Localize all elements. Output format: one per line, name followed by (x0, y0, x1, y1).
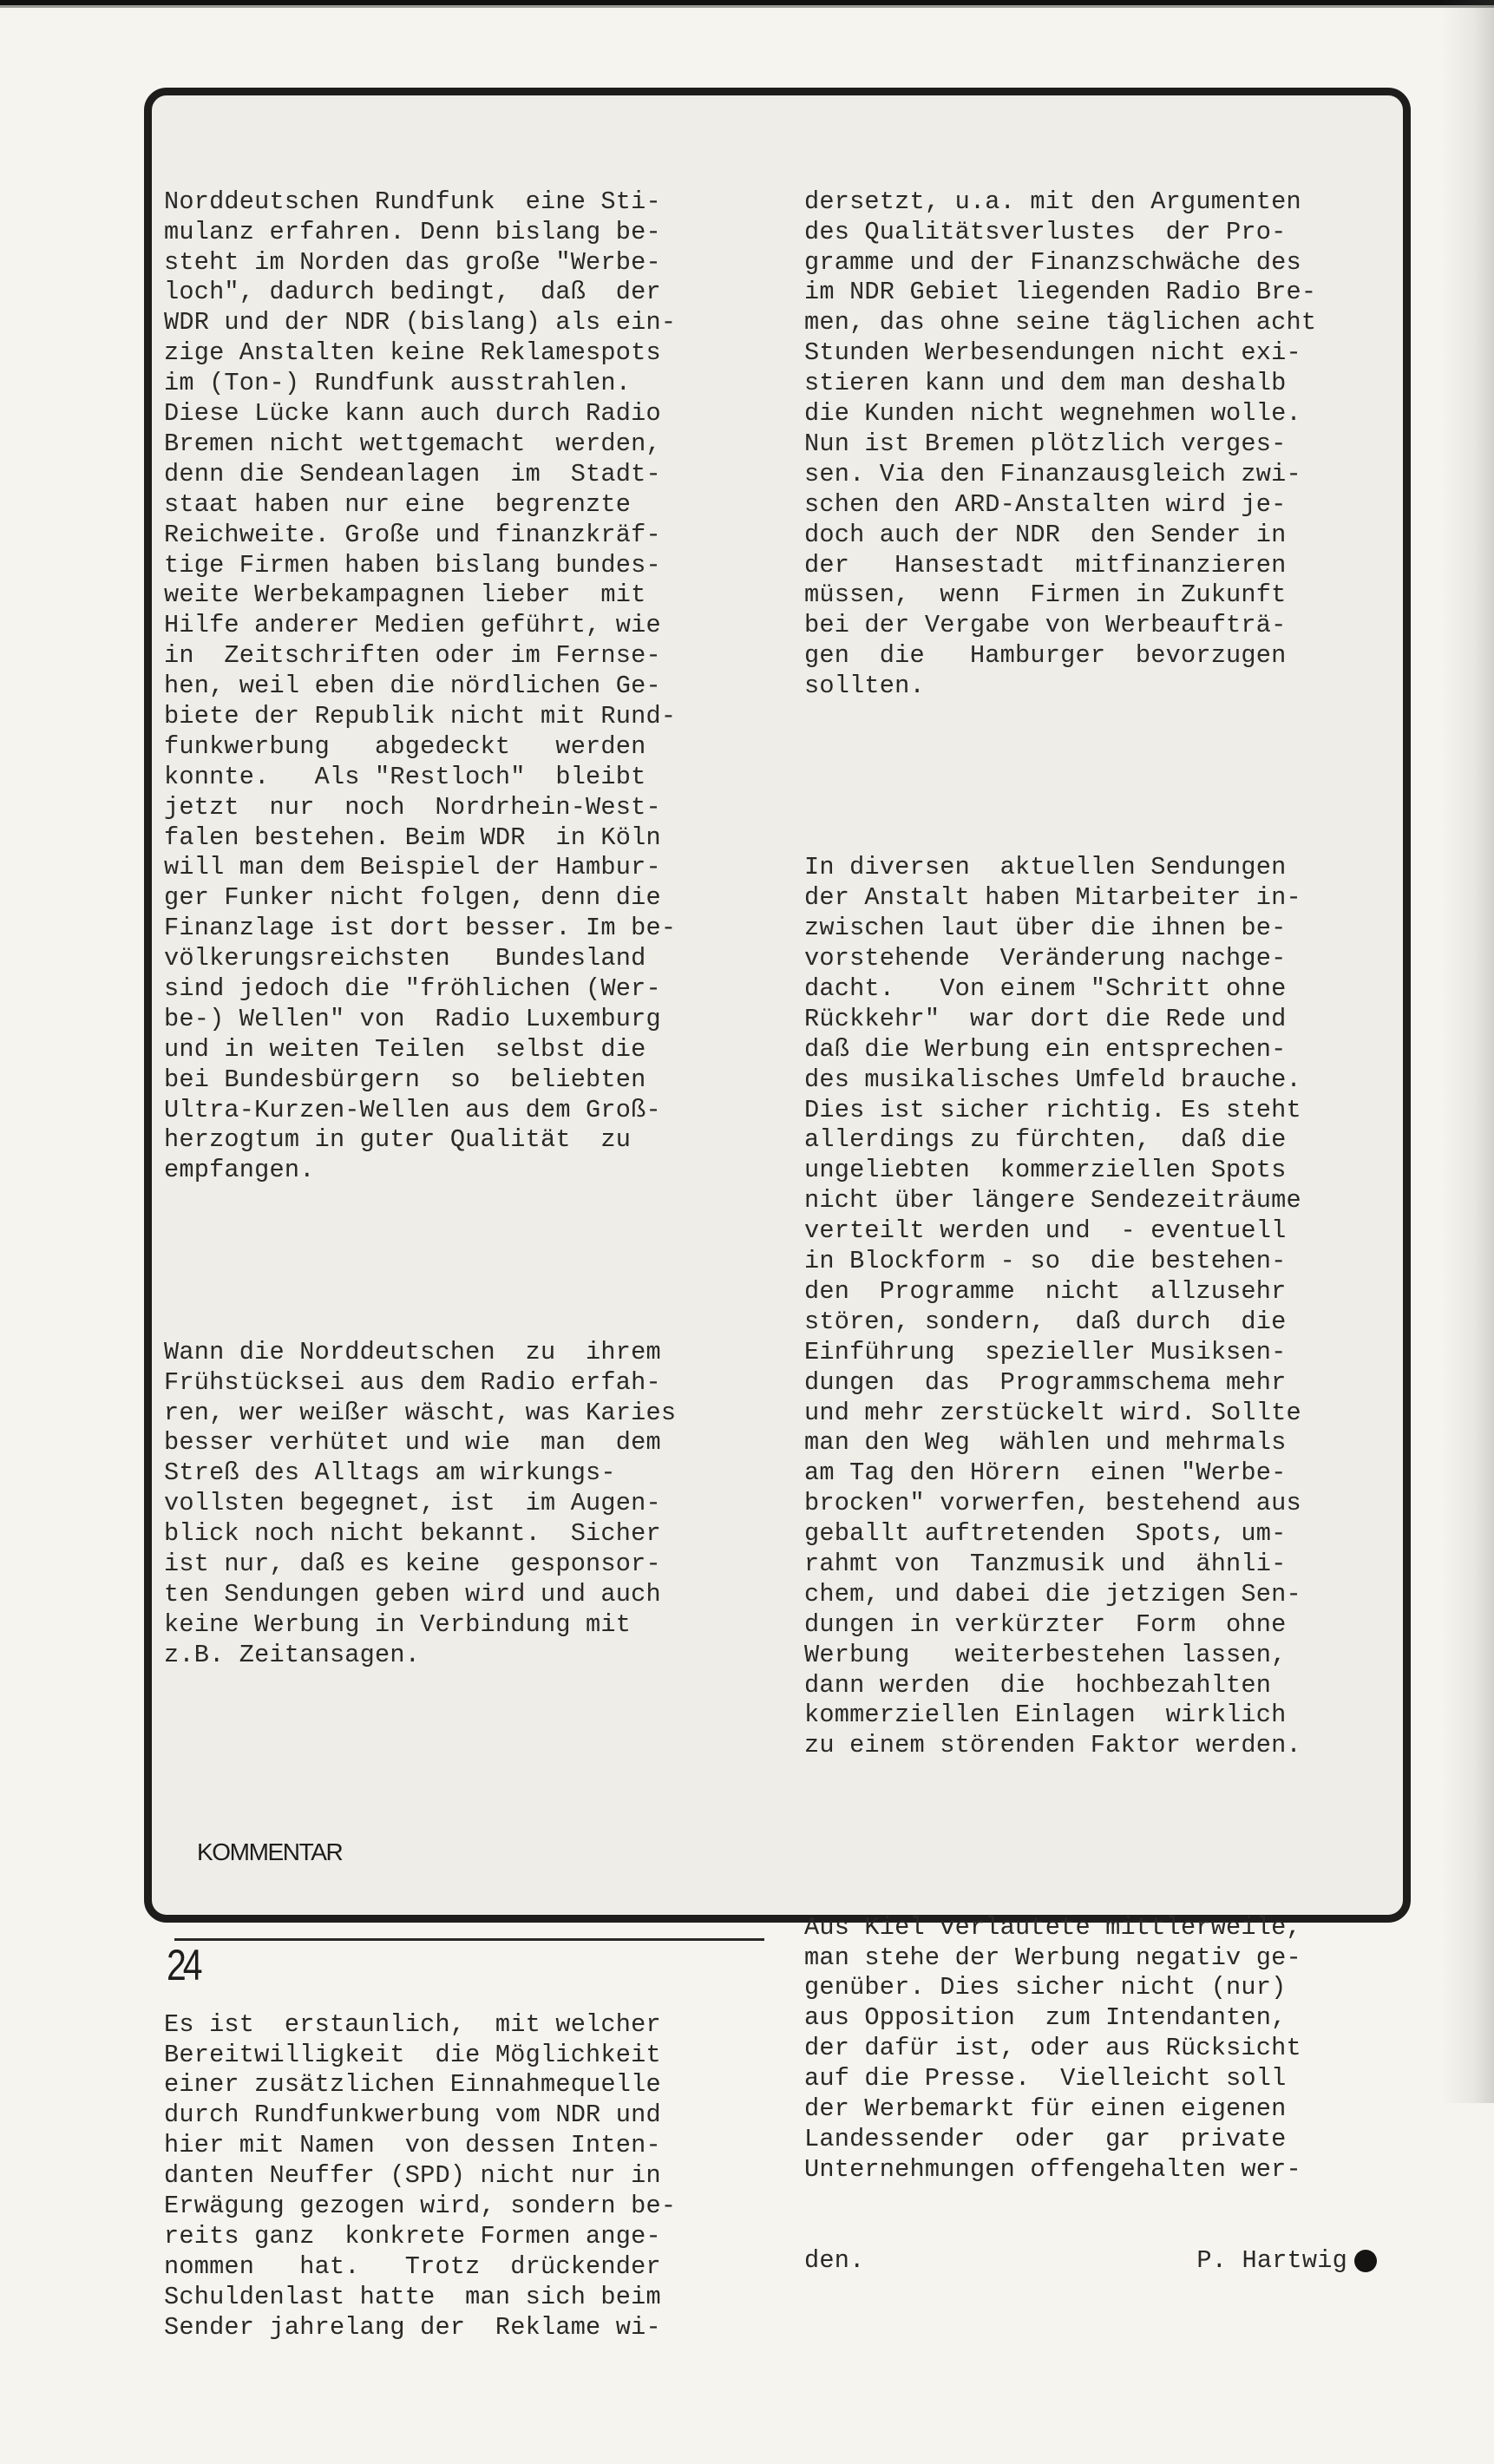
scan-edge-top (0, 0, 1494, 8)
text-line: Schuldenlast hatte man sich beim (164, 2282, 661, 2311)
text-line: Frühstücksei aus dem Radio erfah- (164, 1367, 661, 1397)
closing-text: den. (804, 2245, 865, 2275)
text-line: reits ganz konkrete Formen ange- (164, 2221, 661, 2251)
text-line: blick noch nicht bekannt. Sicher (164, 1519, 661, 1549)
text-line: falen bestehen. Beim WDR in Köln (164, 822, 661, 852)
text-line: Es ist erstaunlich, mit welcher (164, 2009, 661, 2039)
paragraph-gap (804, 763, 1394, 793)
text-line: Nun ist Bremen plötzlich verges- (804, 429, 1287, 458)
text-line: müssen, wenn Firmen in Zukunft (804, 580, 1287, 610)
text-line: zu einem störenden Faktor werden. (804, 1731, 1301, 1760)
text-line: durch Rundfunkwerbung vom NDR und (164, 2100, 661, 2130)
text-line: besser verhütet und wie man dem (164, 1428, 661, 1458)
text-line: Einführung spezieller Musiksen- (804, 1337, 1287, 1366)
text-line: sen. Via den Finanzausgleich zwi- (804, 459, 1301, 488)
text-line: empfangen. (164, 1156, 315, 1185)
text-line: brocken" vorwerfen, bestehend aus (804, 1489, 1301, 1518)
text-line: Bereitwilligkeit die Möglichkeit (164, 2040, 661, 2069)
text-line: kommerziellen Einlagen wirklich (804, 1701, 1287, 1730)
text-line: dann werden die hochbezahlten (804, 1670, 1272, 1700)
left-paragraph-1 (164, 187, 771, 1186)
text-line: Rückkehr" war dort die Rede und (804, 1004, 1287, 1033)
text-line: stieren kann und dem man deshalb (804, 369, 1287, 398)
text-line: stören, sondern, daß durch die (804, 1307, 1287, 1336)
text-line: und mehr zerstückelt wird. Sollte (804, 1398, 1301, 1427)
text-line: vollsten begegnet, ist im Augen- (164, 1489, 661, 1518)
text-line: biete der Republik nicht mit Rund- (164, 701, 677, 731)
text-line: im (Ton-) Rundfunk ausstrahlen. (164, 369, 632, 398)
text-line: der Werbemarkt für einen eigenen (804, 2094, 1287, 2124)
author-block (1196, 2246, 1377, 2277)
text-line: Reichweite. Große und finanzkräf- (164, 520, 661, 549)
text-line: loch", dadurch bedingt, daß der (164, 278, 661, 307)
text-line: Finanzlage ist dort besser. Im be- (164, 914, 677, 943)
text-line: will man dem Beispiel der Hambur- (164, 853, 661, 882)
text-line: zwischen laut über die ihnen be- (804, 914, 1287, 943)
text-line: keine Werbung in Verbindung mit (164, 1609, 632, 1639)
text-line: völkerungsreichsten Bundesland (164, 944, 646, 973)
text-line: und in weiten Teilen selbst die (164, 1034, 646, 1064)
text-line: Wann die Norddeutschen zu ihrem (164, 1337, 661, 1366)
text-line: einer zusätzlichen Einnahmequelle (164, 2070, 661, 2100)
kommentar-divider (174, 1938, 764, 1941)
text-line: dungen das Programmschema mehr (804, 1367, 1287, 1397)
text-line: vorstehende Veränderung nachge- (804, 944, 1287, 973)
text-line: Stunden Werbesendungen nicht exi- (804, 338, 1301, 368)
text-line: in Blockform - so die bestehen- (804, 1247, 1287, 1276)
end-mark-icon (1354, 2250, 1377, 2272)
author-name: P. Hartwig (1196, 2245, 1347, 2275)
text-line: Erwägung gezogen wird, sondern be- (164, 2192, 677, 2221)
text-line: den Programme nicht allzusehr (804, 1276, 1287, 1306)
text-line: sollten. (804, 672, 925, 701)
text-line: man stehe der Werbung negativ ge- (804, 1943, 1301, 1972)
text-line: WDR und der NDR (bislang) als ein- (164, 308, 677, 337)
signature-line (804, 2246, 1377, 2277)
text-line: geballt auftretenden Spots, um- (804, 1519, 1287, 1549)
text-line: genüber. Dies sicher nicht (nur) (804, 1973, 1287, 2002)
text-line: nicht über längere Sendezeiträume (804, 1186, 1301, 1216)
text-line: Diese Lücke kann auch durch Radio (164, 399, 661, 429)
text-line: staat haben nur eine begrenzte (164, 489, 632, 519)
text-line: ungeliebten kommerziellen Spots (804, 1156, 1287, 1185)
text-line: schen den ARD-Anstalten wird je- (804, 489, 1287, 519)
text-line: verteilt werden und - eventuell (804, 1216, 1287, 1246)
kommentar-paragraph (164, 2010, 771, 2343)
text-line: rahmt von Tanzmusik und ähnli- (804, 1549, 1287, 1578)
text-line: aus Opposition zum Intendanten, (804, 2003, 1287, 2033)
text-line: der Anstalt haben Mitarbeiter in- (804, 883, 1301, 913)
text-line: ten Sendungen geben wird und auch (164, 1579, 661, 1609)
text-line: Dies ist sicher richtig. Es steht (804, 1095, 1301, 1124)
kommentar-heading: KOMMENTAR (197, 1838, 343, 1866)
text-line: jetzt nur noch Nordrhein-West- (164, 792, 661, 822)
text-line: funkwerbung abgedeckt werden (164, 731, 646, 761)
text-line: zige Anstalten keine Reklamespots (164, 338, 661, 368)
text-line: auf die Presse. Vielleicht soll (804, 2064, 1287, 2094)
text-line: herzogtum in guter Qualität zu (164, 1125, 632, 1155)
text-line: Unternehmungen offengehalten wer- (804, 2154, 1301, 2184)
page-number: 24 (167, 1941, 200, 1989)
right-column (804, 127, 1394, 2336)
text-line: des musikalisches Umfeld brauche. (804, 1065, 1301, 1094)
text-line: dungen in verkürzter Form ohne (804, 1609, 1287, 1639)
text-line: men, das ohne seine täglichen acht (804, 308, 1317, 337)
text-line: chem, und dabei die jetzigen Sen- (804, 1579, 1301, 1609)
paragraph-gap (804, 1822, 1394, 1852)
text-line: dacht. Von einem "Schritt ohne (804, 974, 1287, 1004)
text-line: daß die Werbung ein entsprechen- (804, 1034, 1287, 1064)
left-paragraph-2 (164, 1338, 771, 1671)
text-line: Sender jahrelang der Reklame wi- (164, 2312, 661, 2342)
text-line: Aus Kiel verlautete mittlerweile, (804, 1912, 1301, 1942)
text-line: mulanz erfahren. Denn bislang be- (164, 217, 661, 246)
text-line: hen, weil eben die nördlichen Ge- (164, 672, 661, 701)
text-line: Hilfe anderer Medien geführt, wie (164, 611, 661, 640)
text-line: ist nur, daß es keine gesponsor- (164, 1549, 661, 1578)
text-line: gen die Hamburger bevorzugen (804, 641, 1287, 671)
text-line: z.B. Zeitansagen. (164, 1640, 421, 1669)
text-line: bei der Vergabe von Werbeaufträ- (804, 611, 1287, 640)
text-line: in Zeitschriften oder im Fernse- (164, 641, 661, 671)
right-paragraph-2 (804, 853, 1394, 1761)
text-line: am Tag den Hörern einen "Werbe- (804, 1458, 1287, 1488)
text-line: danten Neuffer (SPD) nicht nur in (164, 2161, 661, 2191)
text-line: konnte. Als "Restloch" bleibt (164, 762, 646, 791)
text-line: Streß des Alltags am wirkungs- (164, 1458, 616, 1488)
text-line: ger Funker nicht folgen, denn die (164, 883, 661, 913)
text-line: hier mit Namen von dessen Inten- (164, 2131, 661, 2160)
kommentar-section (164, 1761, 771, 2403)
text-line: man den Weg wählen und mehrmals (804, 1428, 1287, 1458)
paragraph-gap (164, 1247, 771, 1277)
text-line: doch auch der NDR den Sender in (804, 520, 1287, 549)
text-line: In diversen aktuellen Sendungen (804, 853, 1287, 882)
text-line: der Hansestadt mitfinanzieren (804, 550, 1287, 580)
text-line: der dafür ist, oder aus Rücksicht (804, 2034, 1301, 2063)
text-line: dersetzt, u.a. mit den Argumenten (804, 187, 1301, 216)
text-line: Norddeutschen Rundfunk eine Sti- (164, 187, 661, 216)
text-line: sind jedoch die "fröhlichen (Wer- (164, 973, 661, 1003)
text-line: des Qualitätsverlustes der Pro- (804, 217, 1287, 246)
right-paragraph-1 (804, 187, 1394, 702)
scan-edge-right (1442, 0, 1494, 2103)
text-line: im NDR Gebiet liegenden Radio Bre- (804, 278, 1317, 307)
text-line: bei Bundesbürgern so beliebten (164, 1065, 646, 1094)
text-line: Werbung weiterbestehen lassen, (804, 1640, 1287, 1669)
text-line: Bremen nicht wettgemacht werden, (164, 429, 661, 458)
text-line: steht im Norden das große "Werbe- (164, 247, 661, 277)
text-line: denn die Sendeanlagen im Stadt- (164, 459, 661, 488)
text-line: nommen hat. Trotz drückender (164, 2251, 661, 2281)
text-line: ren, wer weißer wäscht, was Karies (164, 1398, 677, 1427)
text-line: weite Werbekampagnen lieber mit (164, 580, 646, 610)
text-line: die Kunden nicht wegnehmen wolle. (804, 399, 1301, 429)
text-line: gramme und der Finanzschwäche des (804, 247, 1301, 277)
left-column (164, 127, 771, 2464)
text-line: Landessender oder gar private (804, 2124, 1287, 2153)
text-line: tige Firmen haben bislang bundes- (164, 550, 661, 580)
text-line: allerdings zu fürchten, daß die (804, 1125, 1287, 1155)
text-line: Ultra-Kurzen-Wellen aus dem Groß- (164, 1095, 661, 1124)
text-line: be-) Wellen" von Radio Luxemburg (164, 1004, 661, 1033)
right-paragraph-3 (804, 1913, 1394, 2185)
